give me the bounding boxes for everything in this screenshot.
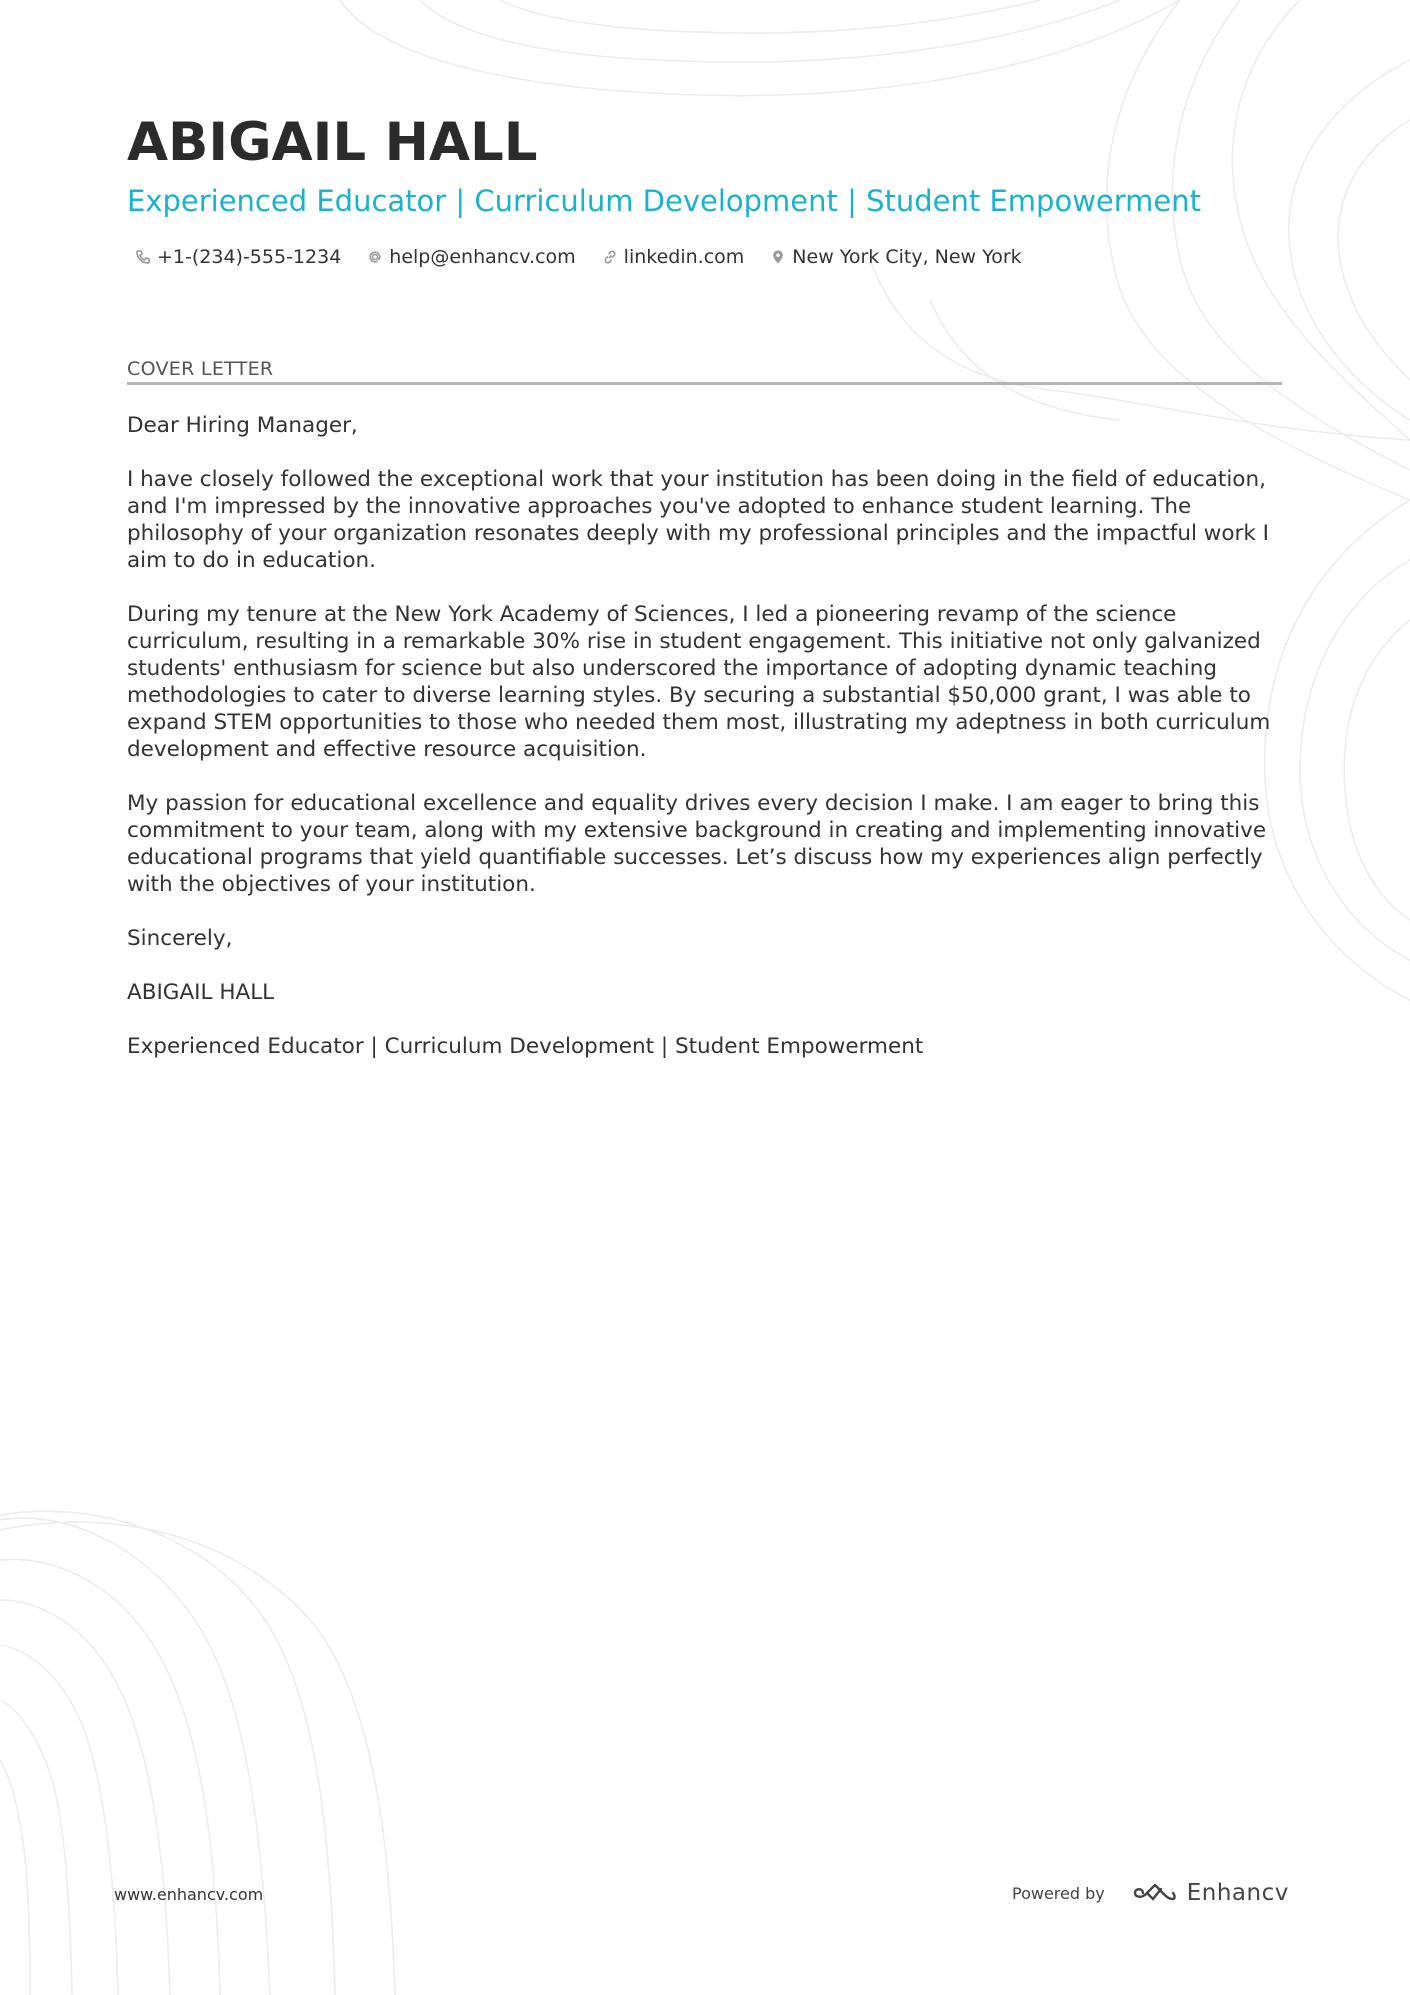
phone-number: +1-(234)-555-1234: [157, 246, 342, 268]
applicant-name: ABIGAIL HALL: [127, 112, 538, 173]
phone-icon: [135, 249, 151, 265]
letter-closing: Sincerely,: [127, 926, 233, 951]
contact-location: [770, 246, 1021, 268]
footer-powered-by: [1012, 1880, 1289, 1906]
signature-name: ABIGAIL HALL: [127, 980, 275, 1005]
brand-name: Enhancv: [1186, 1880, 1289, 1906]
letter-paragraph: I have closely followed the exceptional work that your institution has been doing in the field of education, and I'm impressed by the innovative approaches you've adopted to enhance student learning. The philosophy of your organization resonates deeply with my professional principles and the impactful work I aim to do in education.: [127, 467, 1269, 573]
contact-info-row: [135, 246, 1048, 268]
brand-logo[interactable]: [1131, 1880, 1289, 1906]
section-title-cover-letter: COVER LETTER: [127, 358, 274, 380]
link-icon: [602, 249, 618, 265]
footer-website[interactable]: www.enhancv.com: [114, 1885, 264, 1904]
section-divider: [127, 382, 1282, 385]
at-icon: [367, 249, 383, 265]
email-address[interactable]: help@enhancv.com: [389, 246, 576, 268]
powered-by-label: Powered by: [1012, 1883, 1105, 1903]
letter-salutation: Dear Hiring Manager,: [127, 413, 358, 438]
enhancv-logo-icon: [1131, 1881, 1177, 1905]
contact-link: [602, 246, 745, 268]
contact-email: [367, 246, 575, 268]
signature-title: Experienced Educator | Curriculum Development | Student Empowerment: [127, 1034, 924, 1059]
letter-paragraph: My passion for educational excellence and equality drives every decision I make. I am eager to bring this commitment to your team, along with my extensive background in creating and implementing innovative educational programs that yield quantifiable successes. Let’s discuss how my experiences align perfectly with the objectives of your institution.: [127, 791, 1267, 897]
contact-phone: [135, 246, 341, 268]
applicant-headline: Experienced Educator | Curriculum Development | Student Empowerment: [127, 184, 1202, 218]
profile-link[interactable]: linkedin.com: [623, 246, 745, 268]
location-pin-icon: [770, 249, 786, 265]
letter-body: [127, 412, 1287, 1087]
location-text: New York City, New York: [792, 246, 1022, 268]
letter-paragraph: During my tenure at the New York Academy of Sciences, I led a pioneering revamp of the science curriculum, resulting in a remarkable 30% rise in student engagement. This initiative not only galvanized students' enthusiasm for science but also underscored the importance of adopting dynamic teaching methodologies to cater to diverse learning styles. By securing a substantial $50,000 grant, I was able to expand STEM opportunities to those who needed them most, illustrating my adeptness in both curriculum development and effective resource acquisition.: [127, 602, 1271, 762]
